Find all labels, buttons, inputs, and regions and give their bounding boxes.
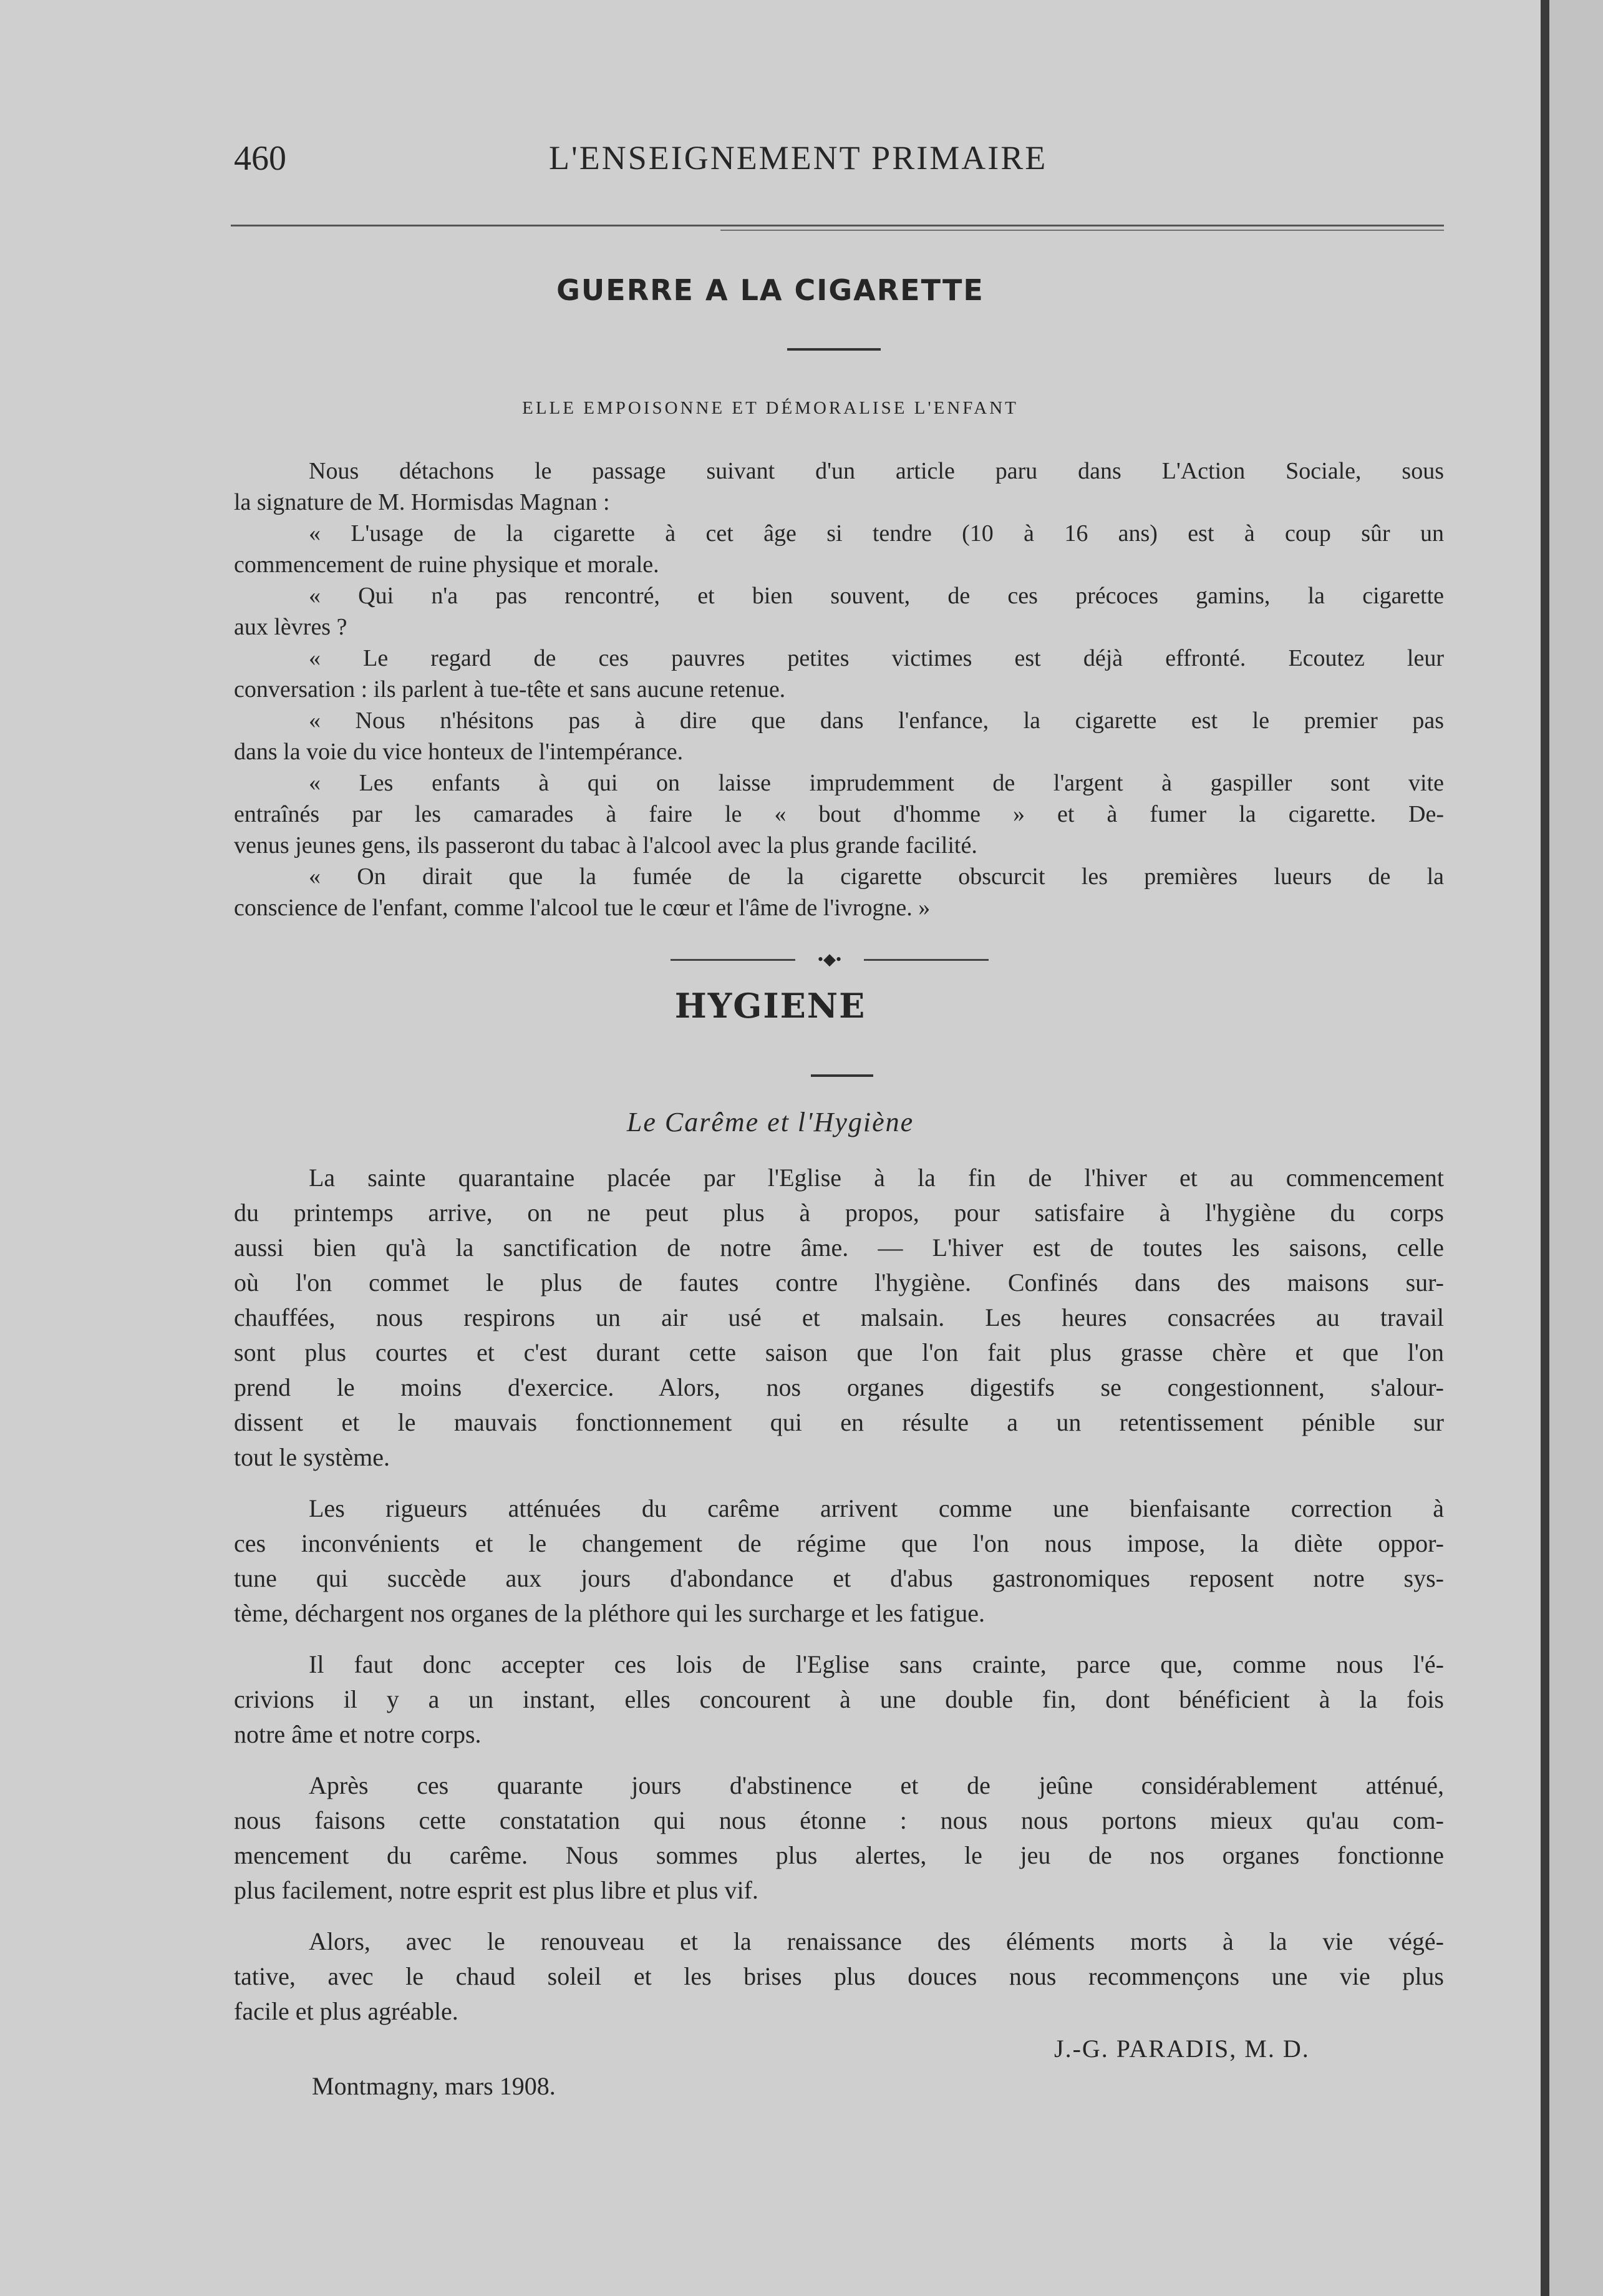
text-line: Nous détachons le passage suivant d'un article paru dans L'Action Sociale, sous [309,458,1444,484]
text-line: sont plus courtes et c'est durant cette saison que l'on fait plus grasse chère et que l'on [234,1338,1444,1366]
header-rule-secondary [720,230,1444,231]
text-line: « L'usage de la cigarette à cet âge si tendre (10 à 16 ans) est à coup sûr un [309,520,1444,547]
text-line: « Le regard de ces pauvres petites victimes est déjà effronté. Ecoutez leur [309,645,1444,671]
text-line: Il faut donc accepter ces lois de l'Eglise sans crainte, parce que, comme nous l'é- [309,1650,1444,1678]
text-line: la signature de M. Hormisdas Magnan : [234,489,610,515]
section-title: HYGIENE [674,986,866,1026]
text-line: « Nous n'hésitons pas à dire que dans l'enfance, la cigarette est le premier pas [309,708,1444,734]
header-rule [231,225,1444,226]
text-line: plus facilement, notre esprit est plus libre et plus vif. [234,1876,758,1904]
text-line: aussi bien qu'à la sanctification de notre âme. — L'hiver est de toutes les saisons, celle [234,1233,1444,1262]
text-line: du printemps arrive, on ne peut plus à propos, pour satisfaire à l'hygiène du corps [234,1199,1444,1227]
section-divider [811,1074,873,1077]
text-line: aux lèvres ? [234,614,347,640]
page-number: 460 [234,139,286,178]
section-ornament: •◆• [671,953,989,966]
text-line: « Qui n'a pas rencontré, et bien souvent, de ces précoces gamins, la cigarette [309,583,1444,609]
text-line: mencement du carême. Nous sommes plus alertes, le jeu de nos organes fonctionne [234,1841,1444,1869]
text-line: entraînés par les camarades à faire le « bout d'homme » et à fumer la cigarette. De- [234,801,1444,827]
text-line: conscience de l'enfant, comme l'alcool tue le cœur et l'âme de l'ivrogne. » [234,895,931,921]
text-line: conversation : ils parlent à tue-tête et sans aucune retenue. [234,676,786,703]
text-line: dans la voie du vice honteux de l'intempérance. [234,739,684,765]
text-line: chauffées, nous respirons un air usé et malsain. Les heures consacrées au travail [234,1303,1444,1331]
text-line: où l'on commet le plus de fautes contre l'hygiène. Confinés dans des maisons sur- [234,1268,1444,1296]
text-line: tème, déchargent nos organes de la pléthore qui les surcharge et les fatigue. [234,1599,986,1627]
text-line: Les rigueurs atténuées du carême arrivent comme une bienfaisante correction à [309,1494,1444,1522]
text-line: venus jeunes gens, ils passeront du tabac à l'alcool avec la plus grande facilité. [234,832,977,859]
text-line: facile et plus agréable. [234,1997,458,2025]
text-line: crivions il y a un instant, elles concourent à une double fin, dont bénéficient à la fois [234,1685,1444,1713]
text-line: « Les enfants à qui on laisse imprudemment de l'argent à gaspiller sont vite [309,770,1444,796]
text-line: Alors, avec le renouveau et la renaissance des éléments morts à la vie végé- [309,1927,1444,1955]
text-line: « On dirait que la fumée de la cigarette obscurcit les premières lueurs de la [309,863,1444,890]
author-signature: J.-G. PARADIS, M. D. [1054,2035,1310,2063]
article-subtitle: ELLE EMPOISONNE ET DÉMORALISE L'ENFANT [522,398,1019,418]
text-line: Après ces quarante jours d'abstinence et de jeûne considérablement atténué, [309,1771,1444,1799]
article-title-2: Le Carême et l'Hygiène [626,1107,914,1137]
text-line: commencement de ruine physique et morale. [234,552,659,578]
place-date: Montmagny, mars 1908. [312,2072,556,2100]
page-gutter [1541,0,1549,2296]
text-line: tout le système. [234,1443,390,1471]
text-line: tative, avec le chaud soleil et les brises plus douces nous recommençons une vie plus [234,1962,1444,1990]
text-line: notre âme et notre corps. [234,1720,482,1748]
adjacent-page [1549,0,1603,2296]
text-line: ces inconvénients et le changement de régime que l'on nous impose, la diète oppor- [234,1529,1444,1557]
title-divider [787,348,881,351]
text-line: nous faisons cette constatation qui nous étonne : nous nous portons mieux qu'au com- [234,1806,1444,1834]
text-line: dissent et le mauvais fonctionnement qui en résulte a un retentissement pénible sur [234,1408,1444,1436]
article-title: GUERRE A LA CIGARETTE [556,273,984,307]
text-line: prend le moins d'exercice. Alors, nos organes digestifs se congestionnent, s'alour- [234,1373,1444,1401]
running-title: L'ENSEIGNEMENT PRIMAIRE [549,139,1048,177]
text-line: tune qui succède aux jours d'abondance et d'abus gastronomiques reposent notre sys- [234,1564,1444,1592]
text-line: La sainte quarantaine placée par l'Eglise à la fin de l'hiver et au commencement [309,1164,1444,1192]
